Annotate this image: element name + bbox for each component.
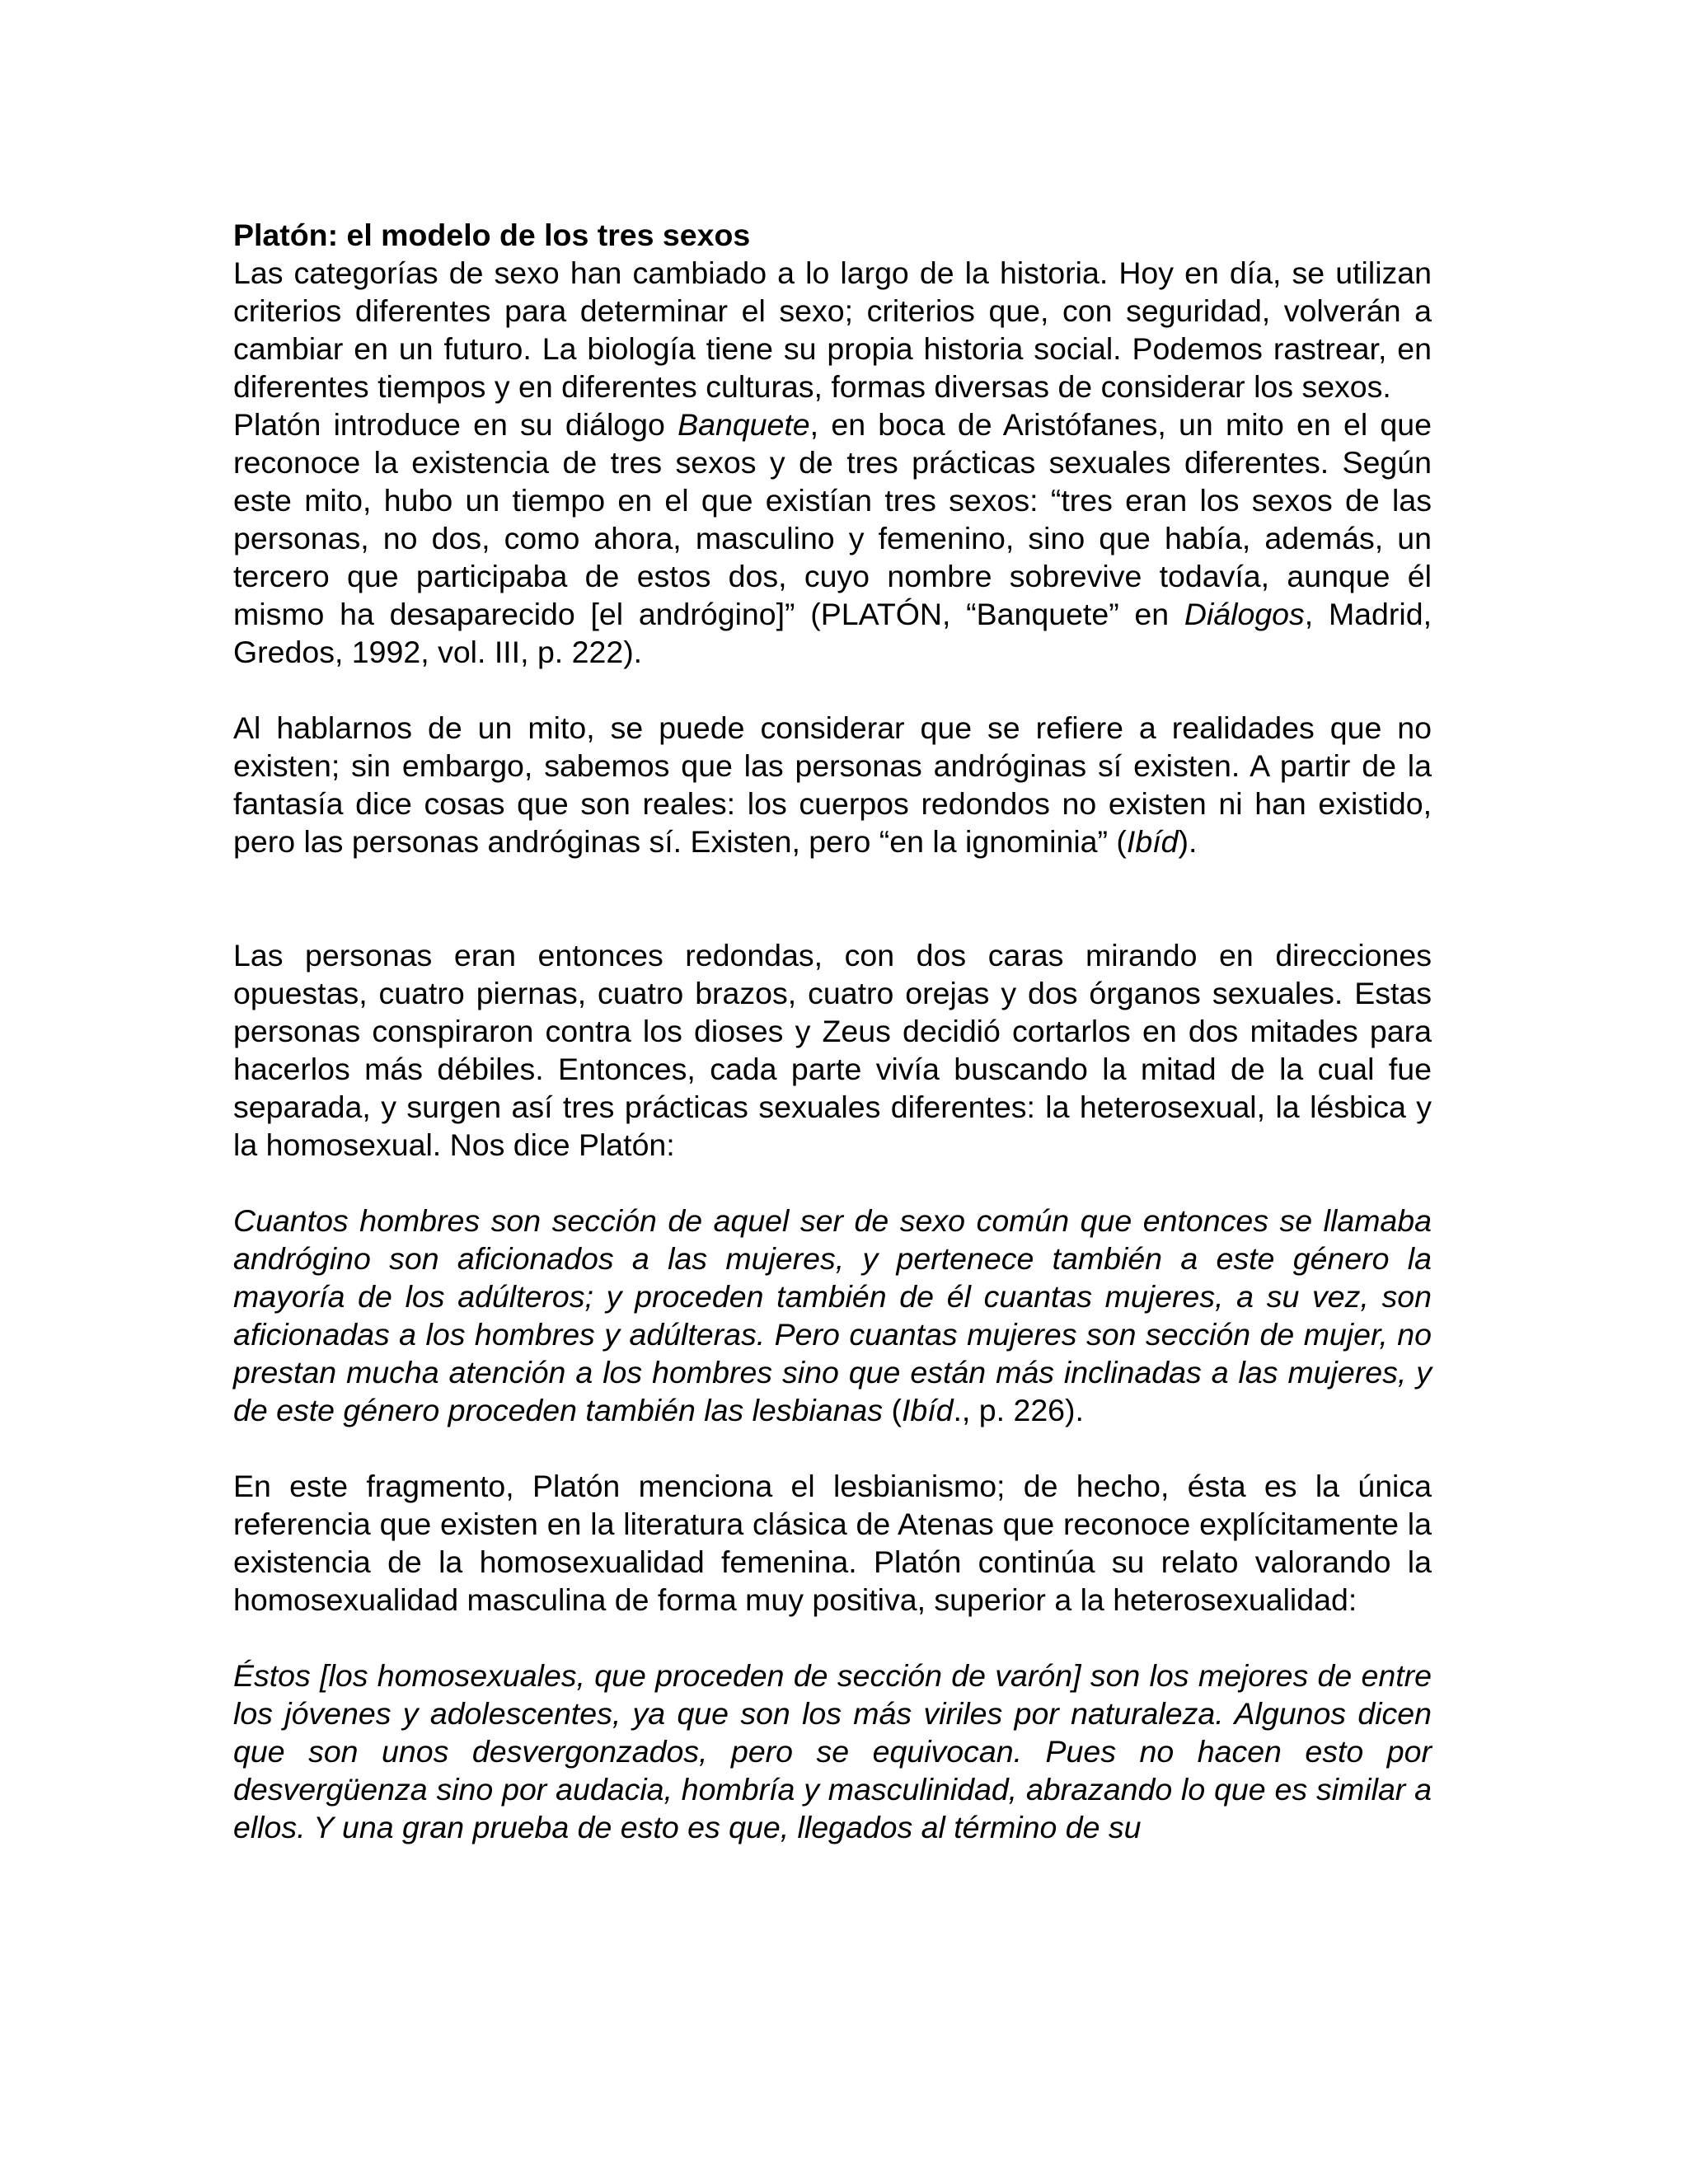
quote-citation-open: ( (883, 1393, 902, 1427)
banquete-title: Banquete (678, 407, 810, 442)
quote-citation-ibid: Ibíd (901, 1393, 954, 1427)
section-title: Platón: el modelo de los tres sexos (233, 218, 751, 252)
paragraph-banquete-text-e: , Madrid, Gredos, 1992, vol. III, p. 222). (233, 597, 1432, 669)
document-body (233, 216, 1432, 1846)
paragraph-banquete-text-c: , en boca de Aristófanes, un mito en el que reconoce la existencia de tres sexos y de tres prácticas sexuales diferentes. Según este mito, hubo un tiempo en el que existían tres sexos: “tres eran los sexos de las personas, no dos, como ahora, masculino y femenino, sino que había, además, un tercero que participaba de estos dos, cuyo nombre sobrevive todavía, aunque él mismo ha desaparecido [el andrógino]” (PLATÓN, “Banquete” en (233, 407, 1432, 631)
ibid-citation: Ibíd (1126, 824, 1179, 859)
quote-andrógino-text: Cuantos hombres son sección de aquel ser de sexo común que entonces se llamaba andrógino son aficionados a las mujeres, y pertenece también a este género la mayoría de los adúlteros; y proceden también de él cuantas mujeres, a su vez, son aficionadas a los hombres y adúlteras. Pero cuantas mujeres son sección de mujer, no prestan mucha atención a los hombres sino que están más inclinadas a las mujeres, y de este género proceden también las lesbianas (233, 1203, 1432, 1427)
dialogos-title: Diálogos (1184, 597, 1305, 631)
quote-citation-close: ., p. 226). (953, 1393, 1084, 1427)
paragraph-banquete-text-a: Platón introduce en su diálogo (233, 407, 678, 442)
paragraph-mito (233, 709, 1432, 860)
paragraph-personas-redondas: Las personas eran entonces redondas, con dos caras mirando en direcciones opuestas, cuatro piernas, cuatro brazos, cuatro orejas y dos órganos sexuales. Estas personas conspiraron contra los dioses y Zeus decidió cortarlos en dos mitades para hacerlos más débiles. Entonces, cada parte vivía buscando la mitad de la cual fue separada, y surgen así tres prácticas sexuales diferentes: la heterosexual, la lésbica y la homosexual. Nos dice Platón: (233, 938, 1432, 1162)
paragraph-mito-text-c: ). (1178, 824, 1198, 859)
paragraph-categories: Las categorías de sexo han cambiado a lo largo de la historia. Hoy en día, se utilizan criterios diferentes para determinar el sexo; criterios que, con seguridad, volverán a cambiar en un futuro. La biología tiene su propia historia social. Podemos rastrear, en diferentes tiempos y en diferentes culturas, formas diversas de considerar los sexos. (233, 255, 1432, 404)
paragraph-banquete (233, 405, 1432, 671)
quote-homosexuales: Éstos [los homosexuales, que proceden de sección de varón] son los mejores de entre los jóvenes y adolescentes, ya que son los más viriles por naturaleza. Algunos dicen que son unos desvergonzados, pero se equivocan. Pues no hacen esto por desvergüenza sino por audacia, hombría y masculinidad, abrazando lo que es similar a ellos. Y una gran prueba de esto es que, llegados al término de su (233, 1658, 1432, 1844)
paragraph-lesbianismo: En este fragmento, Platón menciona el lesbianismo; de hecho, ésta es la única referencia que existen en la literatura clásica de Atenas que reconoce explícitamente la existencia de la homosexualidad femenina. Platón continúa su relato valorando la homosexualidad masculina de forma muy positiva, superior a la heterosexualidad: (233, 1469, 1432, 1617)
paragraph-mito-text-a: Al hablarnos de un mito, se puede considerar que se refiere a realidades que no existen; sin embargo, sabemos que las personas andróginas sí existen. A partir de la fantasía dice cosas que son reales: los cuerpos redondos no existen ni han existido, pero las personas andróginas sí. Existen, pero “en la ignominia” ( (233, 710, 1432, 859)
quote-andrógino (233, 1202, 1432, 1429)
